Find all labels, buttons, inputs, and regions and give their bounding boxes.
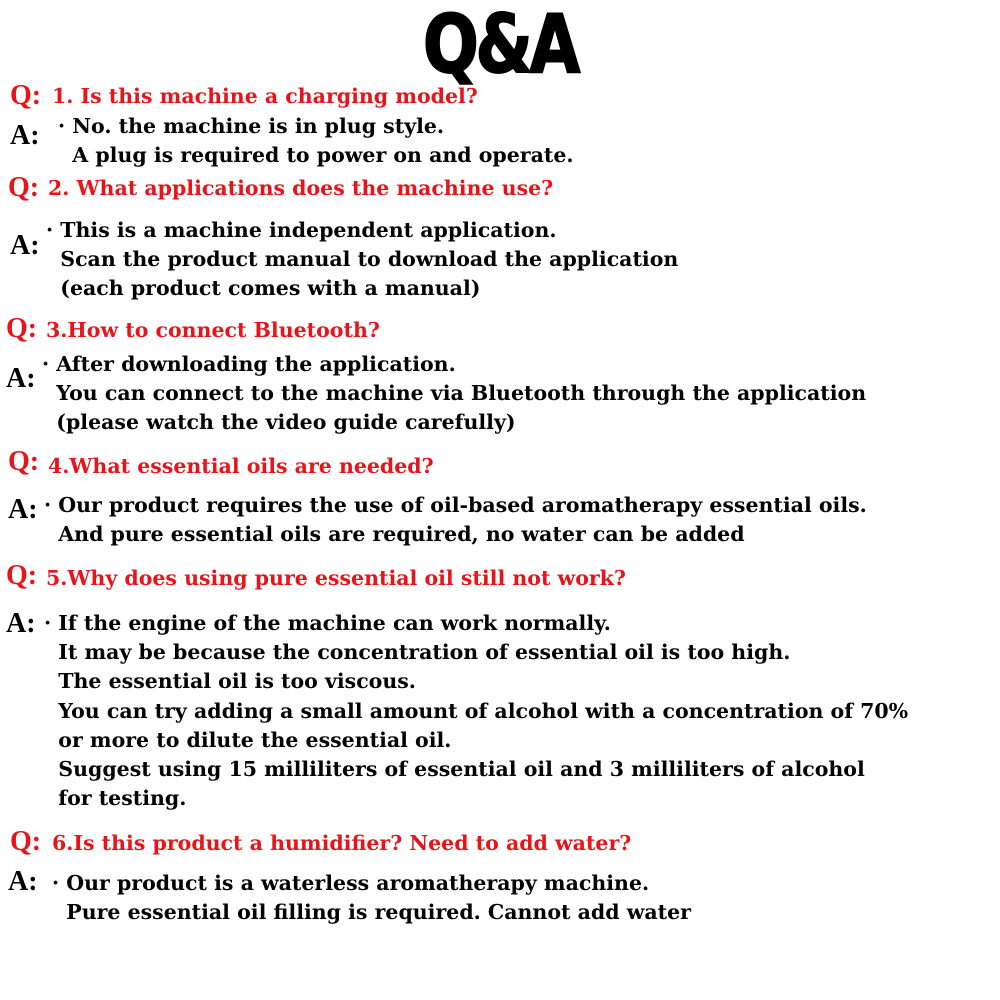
page-title: Q&A bbox=[423, 0, 577, 91]
answer-3-text: · After downloading the application. You can connect to the machine via Bluetooth through the application (please watch the video guide carefully) bbox=[42, 352, 867, 435]
answer-5-text: · If the engine of the machine can work normally. It may be because the concentration of essential oil is too high. The essential oil is too viscous. You can try adding a small amount of alcohol with a concentration of 70% or more to dilute the essential oil. Suggest using 15 milliliters of essential oil and 3 milliliters of alcohol for testing. bbox=[44, 611, 909, 811]
answer-5-label: A: bbox=[6, 608, 36, 639]
answer-4-text: · Our product requires the use of oil-based aromatherapy essential oils. And pure essential oils are required, no water can be added bbox=[44, 493, 867, 547]
question-3-text: 3.How to connect Bluetooth? bbox=[46, 318, 380, 342]
answer-2-label: A: bbox=[10, 230, 40, 261]
question-2-label: Q: bbox=[8, 172, 40, 203]
question-6-text: 6.Is this product a humidifier? Need to add water? bbox=[52, 831, 632, 855]
question-1-label: Q: bbox=[10, 80, 42, 111]
answer-6-text: · Our product is a waterless aromatherapy machine. Pure essential oil filling is required. Cannot add water bbox=[52, 871, 691, 925]
answer-2-text: · This is a machine independent application. Scan the product manual to download the application (each product comes with a manual) bbox=[46, 218, 679, 301]
question-2-text: 2. What applications does the machine use? bbox=[48, 176, 554, 200]
question-3-label: Q: bbox=[6, 313, 38, 344]
answer-6-label: A: bbox=[8, 866, 38, 897]
question-1-text: 1. Is this machine a charging model? bbox=[52, 84, 478, 108]
answer-1-label: A: bbox=[10, 120, 40, 151]
question-4-label: Q: bbox=[8, 446, 40, 477]
question-5-text: 5.Why does using pure essential oil still not work? bbox=[46, 566, 626, 590]
question-6-label: Q: bbox=[10, 826, 42, 857]
question-4-text: 4.What essential oils are needed? bbox=[48, 454, 434, 478]
answer-3-label: A: bbox=[6, 363, 36, 394]
answer-1-text: · No. the machine is in plug style. A plug is required to power on and operate. bbox=[58, 114, 574, 168]
question-5-label: Q: bbox=[6, 560, 38, 591]
answer-4-label: A: bbox=[8, 494, 38, 525]
